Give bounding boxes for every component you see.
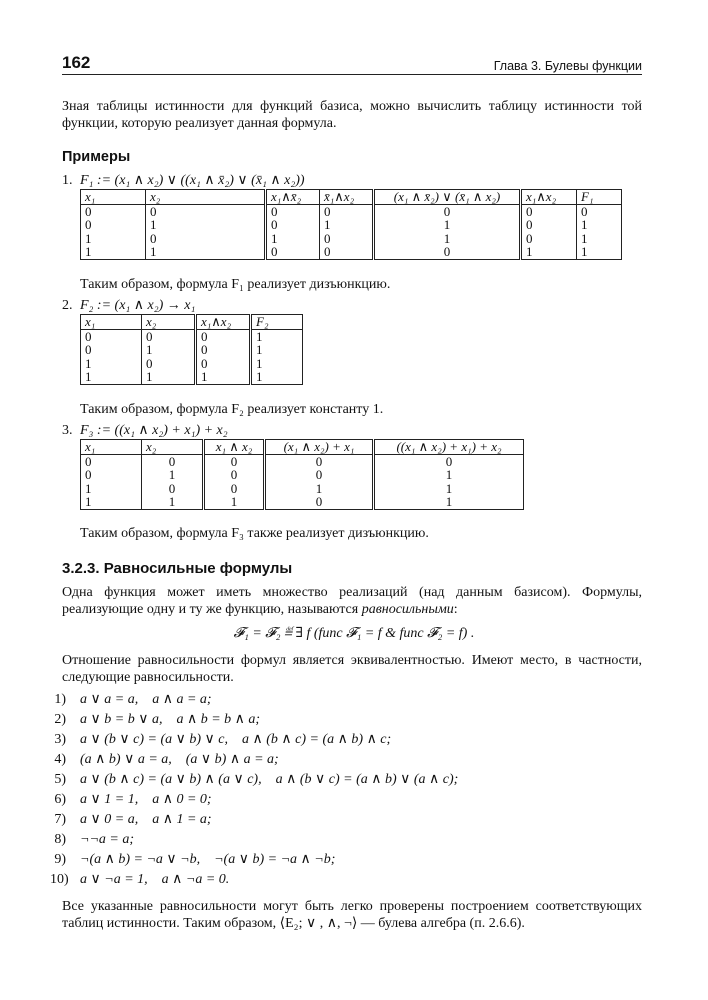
- table-header: ((x₁ ∧ x₂) + x₁) + x₂: [374, 440, 524, 455]
- intro-paragraph: Зная таблицы истинности для функций базиса, можно вычислить таблицу истинности той функции, которую реализует данная формула.: [62, 99, 642, 131]
- table-cell: 0: [81, 329, 142, 343]
- table-header: x₂: [142, 315, 196, 330]
- table-cell: 1: [142, 370, 196, 384]
- table-cell: 1: [146, 218, 266, 232]
- section-paragraph-1: [62, 584, 642, 618]
- table-cell: 0: [521, 218, 577, 232]
- item-number: 7): [54, 812, 66, 827]
- table-cell: 1: [81, 245, 146, 259]
- table-header: x₁∧x₂: [196, 315, 251, 330]
- table-cell: 0: [266, 245, 320, 259]
- item-number: 5): [54, 772, 66, 787]
- table-cell: 1: [81, 357, 142, 371]
- page-number: 162: [62, 53, 91, 72]
- table-cell: 1: [266, 232, 320, 246]
- table-header: x₂: [142, 440, 204, 455]
- table-cell: 0: [204, 454, 265, 468]
- paragraph-text: :: [453, 602, 458, 617]
- table-cell: 1: [81, 482, 142, 496]
- truth-table-3: [80, 439, 524, 510]
- table-header: x₁ ∧ x₂: [204, 440, 265, 455]
- table-cell: 1: [374, 482, 524, 496]
- table-cell: 1: [81, 232, 146, 246]
- table-cell: 1: [251, 370, 303, 384]
- table-cell: 0: [142, 329, 196, 343]
- table-cell: 0: [204, 482, 265, 496]
- term-emphasis: равносильными: [361, 602, 454, 617]
- table-cell: 0: [142, 454, 204, 468]
- table-cell: 1: [251, 357, 303, 371]
- table-cell: 1: [374, 232, 521, 246]
- table-cell: 1: [251, 329, 303, 343]
- table-cell: 0: [320, 232, 374, 246]
- section-heading: 3.2.3. Равносильные формулы: [62, 560, 293, 577]
- table-row: [81, 482, 524, 496]
- table-row: [81, 343, 303, 357]
- item-number: 8): [54, 832, 66, 847]
- table-cell: 0: [320, 204, 374, 218]
- table-cell: 0: [146, 232, 266, 246]
- table-header: x₁∧x̄₂: [266, 190, 320, 205]
- table-cell: 0: [374, 204, 521, 218]
- equivalence-text: a ∨ (b ∨ c) = (a ∨ b) ∨ c, a ∧ (b ∧ c) = (a ∧ b) ∧ c;: [80, 732, 392, 747]
- example-formula: F₂ := (x₁ ∧ x₂) → x₁: [80, 298, 196, 313]
- table-cell: 0: [196, 343, 251, 357]
- table-row: [81, 218, 622, 232]
- table-cell: 0: [146, 204, 266, 218]
- table-cell: 1: [521, 245, 577, 259]
- table-cell: 0: [142, 357, 196, 371]
- example-conclusion: Таким образом, формула F₁ реализует дизъюнкцию.: [80, 277, 391, 292]
- equivalence-text: a ∨ b = b ∨ a, a ∧ b = b ∧ a;: [80, 712, 261, 727]
- table-row: [81, 204, 622, 218]
- table-cell: 1: [142, 343, 196, 357]
- example-conclusion: Таким образом, формула F₂ реализует константу 1.: [80, 402, 384, 417]
- table-cell: 0: [81, 343, 142, 357]
- item-number: 10): [50, 872, 69, 887]
- item-number: 9): [54, 852, 66, 867]
- table-cell: 0: [266, 204, 320, 218]
- table-cell: 0: [521, 232, 577, 246]
- table-cell: 0: [320, 245, 374, 259]
- table-cell: 0: [81, 454, 142, 468]
- example-formula: F₃ := ((x₁ ∧ x₂) + x₁) + x₂: [80, 423, 228, 438]
- table-cell: 0: [374, 454, 524, 468]
- table-row: [81, 495, 524, 509]
- table-cell: 1: [265, 482, 374, 496]
- table-cell: 0: [142, 482, 204, 496]
- table-cell: 1: [577, 232, 622, 246]
- chapter-title: Глава 3. Булевы функции: [493, 59, 642, 73]
- final-paragraph: Все указанные равносильности могут быть легко проверены построением соответствующих таблиц истинности. Таким образом, ⟨E₂; ∨ , ∧, ¬⟩ — булева алгебра (п. 2.6.6).: [62, 899, 642, 931]
- table-row: [81, 357, 303, 371]
- definition-formula: 𝓕₁ = 𝓕₂ ≝ ∃ f (func 𝓕₁ = f & func 𝓕₂ = f) .: [233, 626, 475, 641]
- table-cell: 0: [521, 204, 577, 218]
- table-cell: 0: [265, 468, 374, 482]
- table-header: x₂: [146, 190, 266, 205]
- equivalence-text: a ∨ (b ∧ c) = (a ∨ b) ∧ (a ∨ c), a ∧ (b ∨ c) = (a ∧ b) ∨ (a ∧ c);: [80, 772, 459, 787]
- table-row: [81, 232, 622, 246]
- table-cell: 1: [320, 218, 374, 232]
- example-number: 2.: [62, 298, 73, 313]
- table-cell: 1: [81, 370, 142, 384]
- table-header: (x₁ ∧ x₂) + x₁: [265, 440, 374, 455]
- paragraph-text: Одна функция может иметь множество реализаций (над данным базисом). Формулы, реализующие одну и ту же функцию, называются: [62, 585, 642, 617]
- equivalence-text: a ∨ 0 = a, a ∧ 1 = a;: [80, 812, 212, 827]
- table-cell: 1: [251, 343, 303, 357]
- section-paragraph-2: Отношение равносильности формул является эквивалентностью. Имеют место, в частности, следующие равносильности.: [62, 653, 642, 685]
- table-cell: 0: [374, 245, 521, 259]
- table-header: x̄₁∧x₂: [320, 190, 374, 205]
- table-header: x₁: [81, 440, 142, 455]
- item-number: 2): [54, 712, 66, 727]
- table-cell: 1: [204, 495, 265, 509]
- table-cell: 0: [204, 468, 265, 482]
- table-cell: 0: [577, 204, 622, 218]
- table-row: [81, 454, 524, 468]
- truth-table-2: [80, 314, 303, 385]
- table-cell: 0: [81, 218, 146, 232]
- example-conclusion: Таким образом, формула F₃ также реализует дизъюнкцию.: [80, 526, 429, 541]
- example-number: 3.: [62, 423, 73, 438]
- table-row: [81, 370, 303, 384]
- table-cell: 1: [374, 495, 524, 509]
- item-number: 1): [54, 692, 66, 707]
- equivalence-text: ¬(a ∧ b) = ¬a ∨ ¬b, ¬(a ∨ b) = ¬a ∧ ¬b;: [80, 852, 336, 867]
- truth-table-1: [80, 189, 622, 260]
- table-cell: 1: [577, 218, 622, 232]
- table-header: F₂: [251, 315, 303, 330]
- table-cell: 0: [81, 468, 142, 482]
- header-rule: [62, 74, 642, 75]
- examples-heading: Примеры: [62, 149, 131, 165]
- equivalence-text: a ∨ a = a, a ∧ a = a;: [80, 692, 212, 707]
- example-number: 1.: [62, 173, 73, 188]
- table-header: F₁: [577, 190, 622, 205]
- equivalence-text: a ∨ ¬a = 1, a ∧ ¬a = 0.: [80, 872, 230, 887]
- item-number: 3): [54, 732, 66, 747]
- example-formula: F₁ := (x₁ ∧ x₂) ∨ ((x₁ ∧ x̄₂) ∨ (x̄₁ ∧ x₂)): [80, 173, 305, 188]
- table-cell: 1: [374, 218, 521, 232]
- table-row: [81, 329, 303, 343]
- equivalence-text: ¬¬a = a;: [80, 832, 135, 847]
- equivalence-text: a ∨ 1 = 1, a ∧ 0 = 0;: [80, 792, 212, 807]
- table-cell: 0: [265, 454, 374, 468]
- table-header: x₁∧x₂: [521, 190, 577, 205]
- table-cell: 1: [374, 468, 524, 482]
- table-row: [81, 468, 524, 482]
- table-cell: 1: [146, 245, 266, 259]
- table-cell: 0: [196, 357, 251, 371]
- table-header: (x₁ ∧ x̄₂) ∨ (x̄₁ ∧ x₂): [374, 190, 521, 205]
- table-cell: 0: [196, 329, 251, 343]
- table-header: x₁: [81, 315, 142, 330]
- equivalence-text: (a ∧ b) ∨ a = a, (a ∨ b) ∧ a = a;: [80, 752, 279, 767]
- table-row: [81, 245, 622, 259]
- table-cell: 1: [577, 245, 622, 259]
- table-cell: 1: [196, 370, 251, 384]
- table-cell: 1: [142, 468, 204, 482]
- table-cell: 0: [265, 495, 374, 509]
- item-number: 4): [54, 752, 66, 767]
- table-cell: 0: [81, 204, 146, 218]
- table-cell: 1: [81, 495, 142, 509]
- table-cell: 1: [142, 495, 204, 509]
- table-header: x₁: [81, 190, 146, 205]
- table-cell: 0: [266, 218, 320, 232]
- item-number: 6): [54, 792, 66, 807]
